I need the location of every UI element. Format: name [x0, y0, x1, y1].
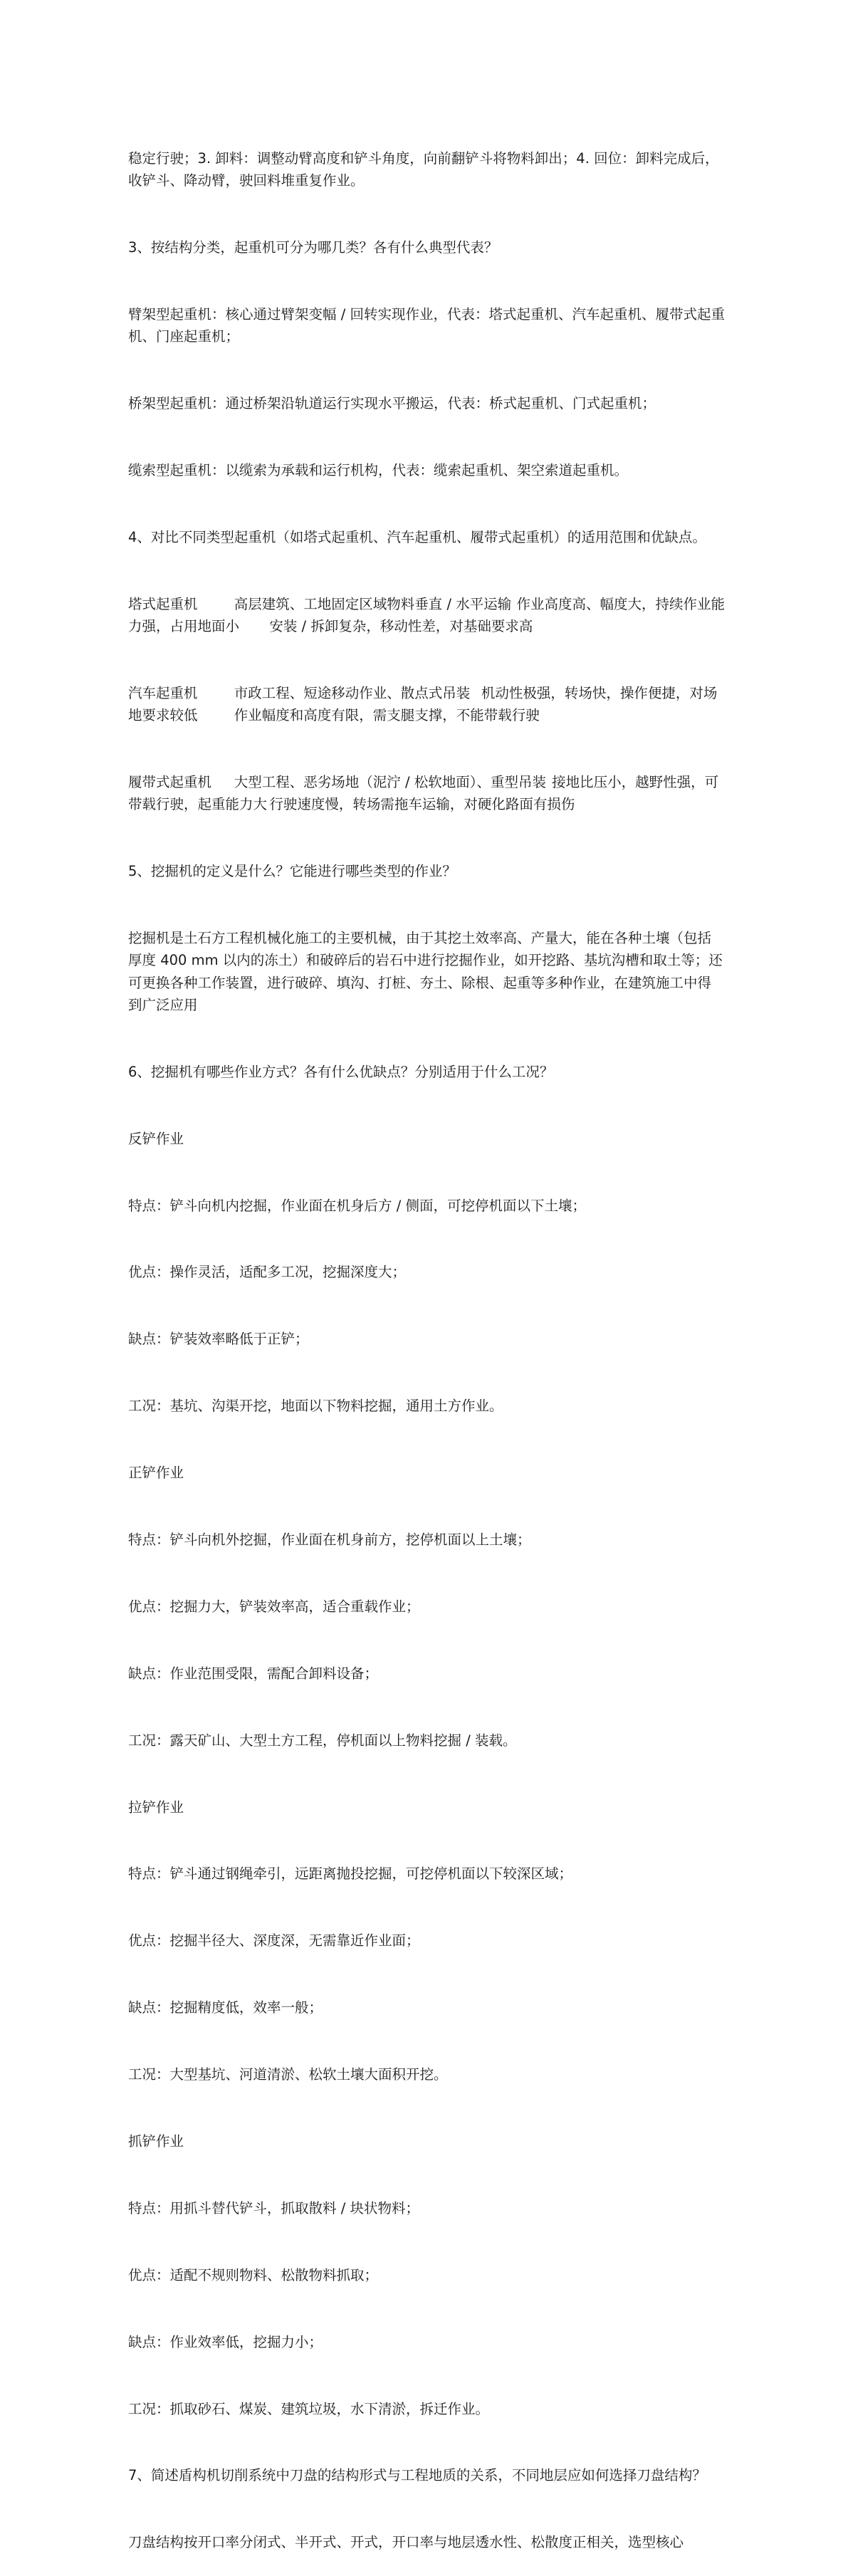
paragraph: 工况：抓取砂石、煤炭、建筑垃圾，水下清淤，拆迁作业。 [128, 2400, 490, 2417]
paragraph: 工况：基坑、沟渠开挖，地面以下物料挖掘，通用土方作业。 [128, 1398, 503, 1415]
paragraph: 工况：露天矿山、大型土方工程，停机面以上物料挖掘 / 装载。 [128, 1732, 517, 1749]
paragraph: 缺点：作业效率低，挖掘力小； [128, 2333, 323, 2350]
subheading: 正铲作业 [128, 1465, 184, 1482]
paragraph: 臂架型起重机：核心通过臂架变幅 / 回转实现作业，代表：塔式起重机、汽车起重机、履带式起重机、门座起重机； [128, 305, 725, 345]
paragraph: 特点：铲斗向机内挖掘，作业面在机身后方 / 侧面，可挖停机面以下土壤； [128, 1197, 586, 1214]
question-heading: 5、挖掘机的定义是什么？它能进行哪些类型的作业？ [128, 863, 456, 880]
document-body [128, 103, 725, 2576]
paragraph: 工况：大型基坑、河道清淤、松软土壤大面积开挖。 [128, 2066, 448, 2083]
subheading: 拉铲作业 [128, 1799, 184, 1816]
paragraph: 缺点：挖掘精度低，效率一般； [128, 1999, 323, 2016]
subheading: 反铲作业 [128, 1130, 184, 1147]
paragraph: 缆索型起重机：以缆索为承载和运行机构，代表：缆索起重机、架空索道起重机。 [128, 461, 629, 478]
question-heading: 7、简述盾构机切削系统中刀盘的结构形式与工程地质的关系，不同地层应如何选择刀盘结构？ [128, 2467, 706, 2484]
paragraph: 缺点：作业范围受限，需配合卸料设备； [128, 1665, 379, 1682]
question-heading: 3、按结构分类，起重机可分为哪几类？各有什么典型代表？ [128, 239, 498, 256]
paragraph: 特点：铲斗向机外挖掘，作业面在机身前方，挖停机面以上土壤； [128, 1532, 531, 1548]
paragraph: 挖掘机是土石方工程机械化施工的主要机械，由于其挖土效率高、产量大，能在各种土壤（包括厚度 400 mm 以内的冻土）和破碎后的岩石中进行挖掘作业，如开挖路、基坑沟槽和取土等；还可更换各种工作装置，进行破碎、填沟、打桩、夯土、除根、起重等多种作业，在建筑施工中得到广泛应用 [128, 929, 723, 1013]
paragraph: 优点：适配不规则物料、松散物料抓取； [128, 2266, 379, 2283]
comparison-row: 塔式起重机 高层建筑、工地固定区域物料垂直 / 水平运输 作业高度高、幅度大，持续作业能力强，占用地面小 安装 / 拆卸复杂，移动性差，对基础要求高 [128, 595, 725, 634]
paragraph: 特点：铲斗通过钢绳牵引，远距离抛投挖掘，可挖停机面以下较深区域； [128, 1865, 573, 1883]
paragraph: 优点：挖掘半径大、深度深，无需靠近作业面； [128, 1932, 420, 1949]
question-heading: 4、对比不同类型起重机（如塔式起重机、汽车起重机、履带式起重机）的适用范围和优缺点。 [128, 528, 706, 545]
comparison-row: 履带式起重机 大型工程、恶劣场地（泥泞 / 松软地面）、重型吊装 接地比压小，越野性强，可带载行驶，起重能力大 行驶速度慢，转场需拖车运输，对硬化路面有损伤 [128, 773, 719, 813]
subheading: 抓铲作业 [128, 2133, 184, 2150]
paragraph: 刀盘结构按开口率分闭式、半开式、开式，开口率与地层透水性、松散度正相关，选型核心 [128, 2534, 684, 2551]
paragraph: 优点：挖掘力大，铲装效率高，适合重载作业； [128, 1598, 420, 1615]
paragraph: 稳定行驶；3. 卸料：调整动臂高度和铲斗角度，向前翻铲斗将物料卸出；4. 回位：卸料完成后，收铲斗、降动臂，驶回料堆重复作业。 [128, 150, 719, 189]
question-heading: 6、挖掘机有哪些作业方式？各有什么优缺点？分别适用于什么工况？ [128, 1063, 554, 1080]
paragraph: 优点：操作灵活，适配多工况，挖掘深度大； [128, 1264, 407, 1281]
comparison-row: 汽车起重机 市政工程、短途移动作业、散点式吊装 机动性极强，转场快，操作便捷，对场地要求较低 作业幅度和高度有限，需支腿支撑，不能带载行驶 [128, 684, 718, 724]
paragraph: 特点：用抓斗替代铲斗，抓取散料 / 块状物料； [128, 2199, 419, 2216]
paragraph: 桥架型起重机：通过桥架沿轨道运行实现水平搬运，代表：桥式起重机、门式起重机； [128, 394, 656, 412]
paragraph: 缺点：铲装效率略低于正铲； [128, 1331, 309, 1348]
